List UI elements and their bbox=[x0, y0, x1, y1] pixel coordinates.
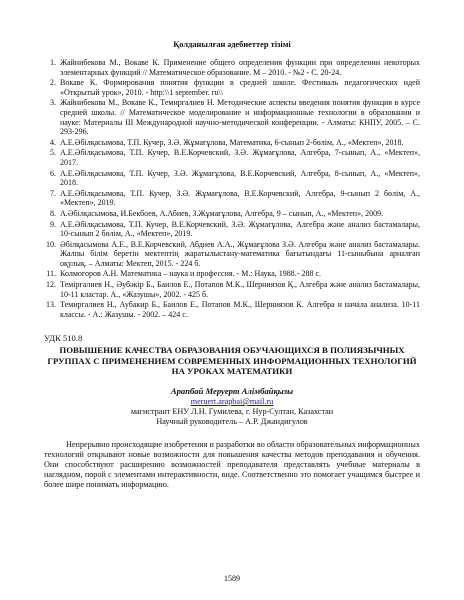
reference-text: А.Е.Әбілқасымова, Т.П. Кучер, В.Е.Корчевский, З.Ә. Жұмағұлова, Алгебра, 7-сынып, А., «Мектеп», 2017. bbox=[60, 148, 420, 167]
reference-item bbox=[44, 148, 420, 167]
reference-text: А.Е.Әбілқасымова, Т.П. Кучер, З.Ә. Жұмағұлова, Математика, 6-сынып 2-бөлім, А., «Мектеп», 2018. bbox=[60, 137, 404, 147]
references-title: Қолданылған әдебиеттер тізімі bbox=[173, 40, 291, 49]
author-name: Арапбай Меруерт Алімбайқызы bbox=[170, 386, 294, 397]
reference-item bbox=[44, 209, 420, 219]
reference-number: 4. bbox=[50, 137, 56, 147]
page-number: 1589 bbox=[224, 574, 240, 583]
article-title: ПОВЫШЕНИЕ КАЧЕСТВА ОБРАЗОВАНИЯ ОБУЧАЮЩИХСЯ В ПОЛИЯЗЫЧНЫХ ГРУППАХ С ПРИМЕНЕНИЕМ СОВРЕМЕННЫХ ИНФОРМАЦИОННЫХ ТЕХНОЛОГИЙ НА УРОКАХ МАТЕМАТИКИ bbox=[47, 345, 417, 376]
reference-text: Темиргалиев Н., Аубакир Б., Баилов Е., Потапов М.К., Шерниязов К. Алгебра и начала анализа. 10-11 классы. - А.: Жазушы. - 2002. – 424 с. bbox=[60, 300, 420, 319]
author-email-link[interactable]: meruert.arapbai@mail.ru bbox=[190, 397, 274, 407]
reference-number: 2. bbox=[50, 78, 56, 88]
reference-text: А.Е.Әбілқасымова, Т.П. Кучер, З.Ә. Жұмағұлова, В.Е.Корчевский, Алгебра, 8-сынып, А., «Мектеп», 2018. bbox=[60, 168, 420, 188]
udc-code: УДК 510.8 bbox=[44, 333, 83, 344]
references-list bbox=[44, 58, 420, 319]
reference-item bbox=[44, 280, 420, 299]
reference-text: А.Е.Әбілқасымова, Т.П. Кучер, З.Ә. Жұмағұлова, В.Е.Корчевский, Алгебра, 9-сынып 2 бөлім, А., «Мектеп», 2019. bbox=[60, 188, 420, 208]
reference-number: 11. bbox=[46, 269, 56, 279]
scientific-advisor: Научный руководитель – А.Р. Джандигулов bbox=[156, 417, 308, 427]
reference-item bbox=[44, 300, 420, 319]
reference-number: 9. bbox=[50, 219, 56, 229]
author-affiliation: магистрант ЕНУ Л.Н. Гумилева, г. Нур-Султан, Казахстан bbox=[130, 407, 334, 417]
reference-item bbox=[44, 269, 420, 279]
reference-number: 13. bbox=[46, 300, 56, 310]
reference-item bbox=[44, 189, 420, 208]
reference-item bbox=[44, 169, 420, 188]
article-body-paragraph: Непрерывно происходящие изобретения и разработки во области образовательных информационных технологий открывают новые возможности для повышения качества методов преподавания и обучения. Они способствуют расширению возможностей преподавателя представлять учебные материалы в наглядном, порой с элементами интерактивности, виде. Соответственно это помогает учащимся быстрее и более шире понимать информацию. bbox=[44, 440, 420, 490]
reference-item bbox=[44, 58, 420, 77]
reference-text: Вокаве К. Формирования понятия функции в средней школе. Фестиваль педагогических идей «Открытый урок», 2010. - http:\\1 september. ru\\ bbox=[60, 78, 420, 97]
reference-item bbox=[44, 78, 420, 97]
reference-number: 3. bbox=[50, 98, 56, 108]
reference-number: 8. bbox=[50, 208, 56, 218]
reference-item bbox=[44, 98, 420, 136]
reference-text: А.Әбілқасымова, И.Бекбоев, А.Абиев, З.Жұмағұлова, Алгебра, 9 – сынып, А., «Мектеп», 2009. bbox=[60, 208, 384, 218]
reference-number: 5. bbox=[50, 148, 56, 158]
reference-number: 1. bbox=[50, 58, 56, 67]
reference-number: 7. bbox=[50, 188, 56, 198]
reference-text: Темірғалиев Н., Әубәкір Б., Баилов Е., Потапов М.К., Шерниязов Қ., Алгебра және анализ бастамалары, 10-11 кластар. А., «Жазушы», 2002. - 425 б. bbox=[60, 280, 420, 299]
reference-text: Жайнибекова М., Вокаве К. Применение общего определения функции при определении некоторых элементарных функций // Математическое образование. М – 2010. - №2 - С. 20-24. bbox=[60, 58, 420, 77]
reference-text: Әбілқасымова А.Е., В.Е.Корчевский, Абдиев А.А., Жұмағұлова З.Ә. Алгебра және анализ бастамалары. Жалпы білім беретін мектептің жаратылыстану-математика бағытындағы 11-сыныбына арналған оқулық. – Алматы: Мектеп, 2015. - 224 б. bbox=[60, 239, 420, 268]
reference-item bbox=[44, 138, 420, 148]
reference-number: 6. bbox=[50, 168, 56, 178]
reference-number: 12. bbox=[46, 280, 56, 290]
reference-number: 10. bbox=[46, 239, 56, 249]
reference-text: Колмогоров А.Н. Математика – наука и профессия. - М.: Наука, 1988.- 288 с. bbox=[60, 269, 322, 279]
reference-text: А.Е.Әбілқасымова, Т.П. Кучер, В.Е.Корчевский, З.Ә. Жұмағұлова, Алгебра және анализ бастамалары, 10-сынып 2 бөлім, А., «Мектеп», 2019. bbox=[60, 219, 420, 239]
reference-text: Жайнибекова М., Вокаве К., Темиргалиев Н. Методические аспекты введения понятия функция в курсе средней школы. // Математическое моделирование и информационные технологии в образовании и науке: Материалы III Международной научно-методической конференции. - Алматы: КНПУ, 2005. – С. 293-296. bbox=[60, 98, 420, 137]
reference-item bbox=[44, 240, 420, 269]
reference-item bbox=[44, 220, 420, 239]
